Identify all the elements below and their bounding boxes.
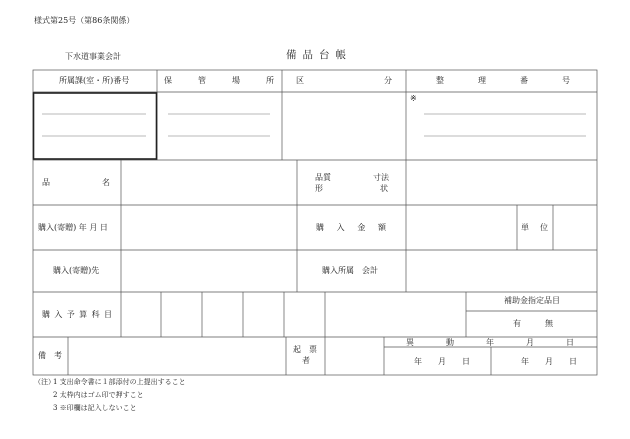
notes-prefix: （注） bbox=[34, 378, 55, 386]
budget-item-label: 購 入 予 算 科 目 bbox=[42, 310, 112, 319]
purchase-date-label: 購入(寄贈) 年 月 日 bbox=[38, 223, 108, 232]
initiator-label-2: 者 bbox=[302, 356, 310, 365]
purchase-from-label: 購入(寄贈)先 bbox=[53, 266, 100, 275]
dimension-label: 寸法 bbox=[373, 173, 389, 182]
note-item-3: 3 ※印欄は記入しないこと bbox=[53, 404, 137, 412]
change-date-left: 年 月 日 bbox=[414, 357, 470, 366]
change-date-right: 年 月 日 bbox=[521, 357, 577, 366]
stamp-frame bbox=[34, 93, 157, 159]
note-item-2: 2 太枠内はゴム印で押すこと bbox=[53, 391, 144, 399]
note-item-1: 1 支出命令書に１部添付の上提出すること bbox=[53, 378, 186, 386]
not-fill-mark: ※ bbox=[410, 94, 417, 103]
purchase-amount-label: 購 入 金 額 bbox=[316, 223, 386, 232]
division-label: 区 分 bbox=[296, 76, 392, 85]
purchase-dept-label: 購入所属 会計 bbox=[322, 266, 378, 275]
page-title: 備品台帳 bbox=[286, 49, 352, 61]
form-border bbox=[33, 70, 597, 375]
unit-label: 単 位 bbox=[521, 223, 548, 232]
initiator-label: 起 票 bbox=[293, 345, 317, 354]
shape-label: 形 状 bbox=[315, 184, 388, 193]
item-name-label: 品 名 bbox=[42, 178, 110, 187]
serial-number-label: 整 理 番 号 bbox=[436, 76, 570, 85]
dept-number-label: 所属課(室・所)番号 bbox=[59, 76, 130, 85]
quality-label: 品質 bbox=[315, 173, 331, 182]
change-date-label: 異 動 年 月 日 bbox=[406, 338, 574, 347]
remarks-label: 備 考 bbox=[38, 351, 62, 360]
location-label: 保 管 場 所 bbox=[164, 76, 274, 85]
yes-no-label: 有 無 bbox=[513, 319, 553, 328]
form-number: 様式第25号（第86条関係） bbox=[34, 16, 135, 25]
accounting-label: 下水道事業会計 bbox=[65, 52, 121, 61]
subsidy-label: 補助金指定品目 bbox=[504, 296, 560, 305]
